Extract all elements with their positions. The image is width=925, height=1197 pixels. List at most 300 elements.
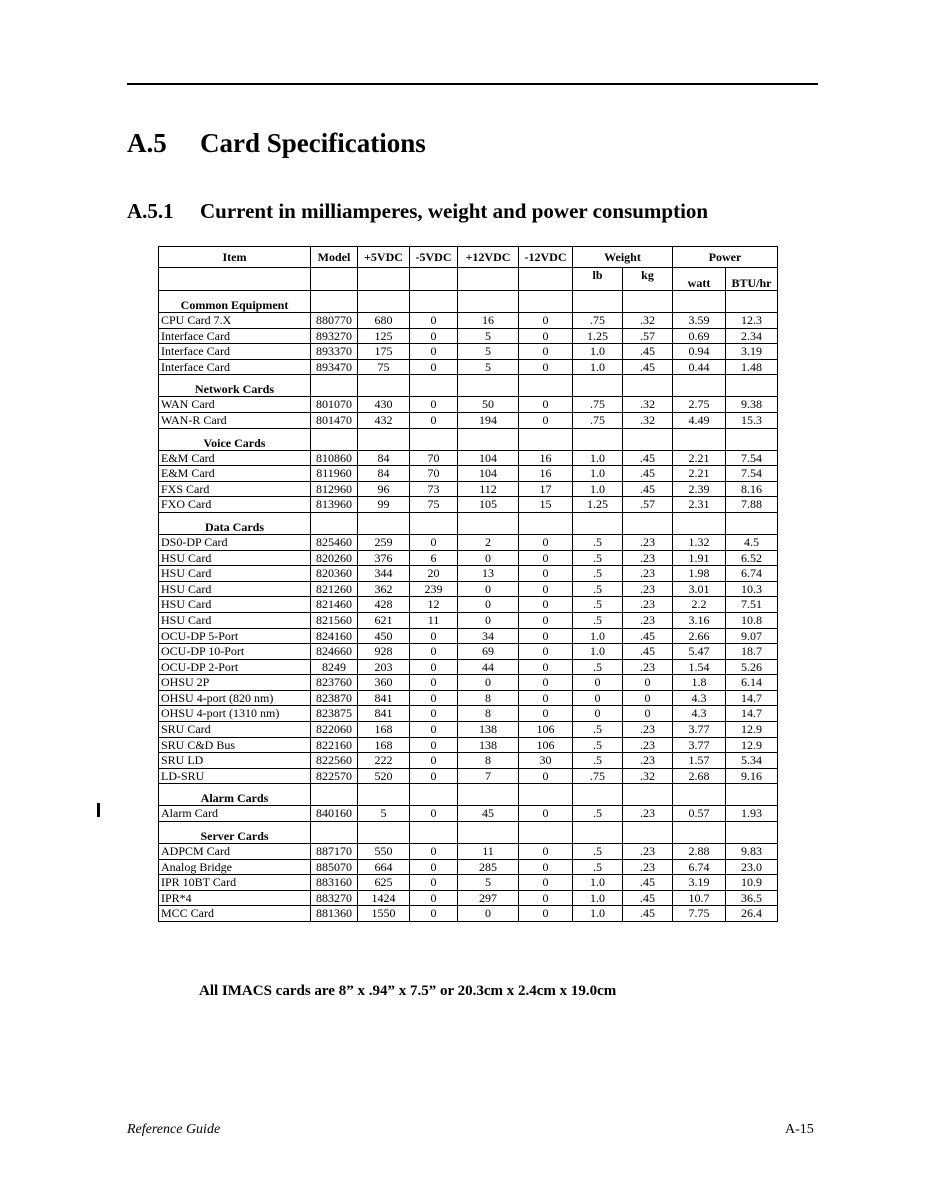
table-cell: 5 [358, 806, 410, 822]
table-cell: 0 [458, 597, 519, 613]
table-cell: 0 [410, 890, 458, 906]
table-cell: HSU Card [159, 612, 311, 628]
table-row [159, 397, 778, 413]
table-cell: 104 [458, 450, 519, 466]
table-cell: 824160 [311, 628, 358, 644]
table-cell: 84 [358, 450, 410, 466]
table-row [159, 466, 778, 482]
table-cell: .5 [573, 612, 623, 628]
table-cell: 820360 [311, 566, 358, 582]
table-cell: 7.54 [726, 466, 778, 482]
table-cell: 50 [458, 397, 519, 413]
table-cell: 0 [519, 675, 573, 691]
table-cell: 10.9 [726, 875, 778, 891]
table-row [159, 497, 778, 513]
table-row [159, 566, 778, 582]
table-cell: 0 [519, 597, 573, 613]
table-cell: 0 [519, 859, 573, 875]
section-row [159, 291, 778, 313]
table-cell: .23 [623, 581, 673, 597]
table-cell: 0 [519, 412, 573, 428]
table-cell: 823870 [311, 690, 358, 706]
table-cell: 0 [519, 768, 573, 784]
table-cell: .23 [623, 534, 673, 550]
table-cell: 664 [358, 859, 410, 875]
table-row [159, 344, 778, 360]
table-cell: 104 [458, 466, 519, 482]
table-cell: 0 [410, 659, 458, 675]
table-cell: 1.0 [573, 359, 623, 375]
col-power: Power [673, 247, 778, 268]
section-number: A.5 [127, 128, 167, 158]
table-cell: 430 [358, 397, 410, 413]
table-cell: .45 [623, 906, 673, 922]
section-label: Data Cards [159, 512, 311, 534]
table-cell: 8249 [311, 659, 358, 675]
col-plus12vdc: +12VDC [458, 247, 519, 268]
table-cell: .57 [623, 497, 673, 513]
table-cell: 928 [358, 644, 410, 660]
table-cell: OHSU 2P [159, 675, 311, 691]
table-cell: .5 [573, 597, 623, 613]
table-cell: 7.75 [673, 906, 726, 922]
table-cell: 194 [458, 412, 519, 428]
section-row [159, 822, 778, 844]
table-cell: 0 [410, 859, 458, 875]
table-row [159, 806, 778, 822]
table-cell: 0 [623, 706, 673, 722]
table-cell: 17 [519, 481, 573, 497]
table-cell: 14.7 [726, 690, 778, 706]
table-cell: DS0-DP Card [159, 534, 311, 550]
table-row [159, 706, 778, 722]
col-plus5vdc: +5VDC [358, 247, 410, 268]
header-row-2 [159, 268, 778, 291]
table-cell: 8 [458, 753, 519, 769]
table-row [159, 890, 778, 906]
table-cell: 16 [519, 450, 573, 466]
table-cell: 0 [623, 675, 673, 691]
table-cell: 1.0 [573, 481, 623, 497]
table-cell: 1.0 [573, 450, 623, 466]
table-cell: .5 [573, 859, 623, 875]
table-cell: 13 [458, 566, 519, 582]
table-cell: .23 [623, 722, 673, 738]
table-cell: .57 [623, 328, 673, 344]
table-cell: 893270 [311, 328, 358, 344]
table-cell: 5.47 [673, 644, 726, 660]
col-kg: kg [623, 268, 673, 291]
table-cell: 9.16 [726, 768, 778, 784]
table-cell: .45 [623, 344, 673, 360]
table-row [159, 875, 778, 891]
table-cell: 450 [358, 628, 410, 644]
subsection-heading [127, 199, 708, 224]
table-cell: 0 [410, 706, 458, 722]
table-row [159, 844, 778, 860]
table-cell: .23 [623, 566, 673, 582]
table-cell: 841 [358, 690, 410, 706]
section-row [159, 375, 778, 397]
table-cell: 0 [410, 628, 458, 644]
table-cell: 428 [358, 597, 410, 613]
table-cell: 883160 [311, 875, 358, 891]
dimension-note: All IMACS cards are 8” x .94” x 7.5” or 20.3cm x 2.4cm x 19.0cm [199, 983, 617, 999]
table-row [159, 722, 778, 738]
table-cell: 883270 [311, 890, 358, 906]
table-cell: 1.54 [673, 659, 726, 675]
table-cell: 34 [458, 628, 519, 644]
table-cell: 0 [410, 313, 458, 329]
table-cell: .45 [623, 875, 673, 891]
table-cell: .23 [623, 806, 673, 822]
table-cell: 825460 [311, 534, 358, 550]
table-cell: 0 [410, 328, 458, 344]
table-cell: 0 [410, 675, 458, 691]
table-cell: 1.8 [673, 675, 726, 691]
table-cell: Interface Card [159, 344, 311, 360]
table-cell: .23 [623, 659, 673, 675]
table-cell: 823875 [311, 706, 358, 722]
table-cell: 10.8 [726, 612, 778, 628]
table-cell: 44 [458, 659, 519, 675]
table-cell: 18.7 [726, 644, 778, 660]
table-cell: E&M Card [159, 466, 311, 482]
table-cell: .23 [623, 612, 673, 628]
table-cell: 0 [519, 534, 573, 550]
table-cell: 0 [519, 566, 573, 582]
table-cell: 4.49 [673, 412, 726, 428]
section-row [159, 428, 778, 450]
section-row [159, 784, 778, 806]
table-cell: 0 [410, 534, 458, 550]
section-label: Voice Cards [159, 428, 311, 450]
table-cell: 2.39 [673, 481, 726, 497]
table-cell: 0 [458, 612, 519, 628]
table-cell: HSU Card [159, 566, 311, 582]
table-row [159, 550, 778, 566]
table-cell: 2.75 [673, 397, 726, 413]
table-cell: MCC Card [159, 906, 311, 922]
table-cell: 7 [458, 768, 519, 784]
col-item: Item [159, 247, 311, 268]
table-cell: 5 [458, 344, 519, 360]
table-row [159, 597, 778, 613]
table-cell: 3.59 [673, 313, 726, 329]
table-cell: 0 [519, 890, 573, 906]
table-cell: 3.77 [673, 737, 726, 753]
table-row [159, 581, 778, 597]
table-cell: LD-SRU [159, 768, 311, 784]
table-cell: 813960 [311, 497, 358, 513]
table-cell: 10.3 [726, 581, 778, 597]
table-row [159, 859, 778, 875]
table-cell: 5 [458, 359, 519, 375]
table-cell: 11 [458, 844, 519, 860]
table-row [159, 768, 778, 784]
table-cell: 1.25 [573, 328, 623, 344]
table-cell: .23 [623, 550, 673, 566]
table-cell: 12.9 [726, 722, 778, 738]
table-cell: 811960 [311, 466, 358, 482]
table-cell: 6 [410, 550, 458, 566]
table-cell: 5 [458, 328, 519, 344]
table-cell: 0 [519, 690, 573, 706]
table-cell: 885070 [311, 859, 358, 875]
table-cell: 0 [623, 690, 673, 706]
table-cell: 2.66 [673, 628, 726, 644]
section-title: Card Specifications [200, 128, 426, 158]
table-cell: 75 [358, 359, 410, 375]
table-cell: .45 [623, 466, 673, 482]
table-cell: 0 [519, 581, 573, 597]
table-cell: .5 [573, 753, 623, 769]
section-heading [127, 128, 426, 159]
table-cell: FXS Card [159, 481, 311, 497]
table-cell: 0 [519, 875, 573, 891]
table-cell: 822570 [311, 768, 358, 784]
table-cell: 8 [458, 690, 519, 706]
table-cell: 3.16 [673, 612, 726, 628]
table-cell: 0 [410, 344, 458, 360]
table-row [159, 481, 778, 497]
table-cell: 893470 [311, 359, 358, 375]
table-cell: 621 [358, 612, 410, 628]
table-cell: .45 [623, 628, 673, 644]
table-cell: 0 [410, 412, 458, 428]
table-row [159, 313, 778, 329]
table-cell: 4.3 [673, 706, 726, 722]
table-cell: .5 [573, 806, 623, 822]
change-bar [97, 803, 100, 817]
table-row [159, 612, 778, 628]
table-cell: E&M Card [159, 450, 311, 466]
table-cell: .32 [623, 397, 673, 413]
footer-title: Reference Guide [127, 1122, 221, 1137]
table-cell: 0 [519, 612, 573, 628]
table-cell: .32 [623, 768, 673, 784]
table-cell: OHSU 4-port (820 nm) [159, 690, 311, 706]
table-cell: 73 [410, 481, 458, 497]
table-cell: 1.0 [573, 644, 623, 660]
section-label: Alarm Cards [159, 784, 311, 806]
table-cell: 812960 [311, 481, 358, 497]
table-cell: SRU C&D Bus [159, 737, 311, 753]
table-cell: 1.0 [573, 906, 623, 922]
table-cell: 0 [410, 806, 458, 822]
table-cell: 4.5 [726, 534, 778, 550]
table-cell: 0 [410, 359, 458, 375]
table-cell: OCU-DP 2-Port [159, 659, 311, 675]
table-cell: 0 [519, 313, 573, 329]
table-cell: 2.31 [673, 497, 726, 513]
table-cell: 16 [519, 466, 573, 482]
page-number: A-15 [785, 1122, 814, 1137]
table-cell: 7.51 [726, 597, 778, 613]
table-cell: 30 [519, 753, 573, 769]
table-cell: 824660 [311, 644, 358, 660]
table-cell: 0 [519, 644, 573, 660]
table-cell: 45 [458, 806, 519, 822]
table-cell: 2.88 [673, 844, 726, 860]
table-cell: 0 [519, 706, 573, 722]
table-cell: 6.74 [726, 566, 778, 582]
table-row [159, 906, 778, 922]
table-cell: HSU Card [159, 550, 311, 566]
table-cell: 520 [358, 768, 410, 784]
table-cell: .23 [623, 753, 673, 769]
section-label: Network Cards [159, 375, 311, 397]
table-cell: 4.3 [673, 690, 726, 706]
section-label: Server Cards [159, 822, 311, 844]
table-cell: 26.4 [726, 906, 778, 922]
table-cell: 1.57 [673, 753, 726, 769]
table-cell: 550 [358, 844, 410, 860]
table-cell: 285 [458, 859, 519, 875]
table-cell: 1.0 [573, 466, 623, 482]
col-minus5vdc: -5VDC [410, 247, 458, 268]
table-cell: .75 [573, 313, 623, 329]
table-cell: .45 [623, 890, 673, 906]
table-row [159, 412, 778, 428]
table-cell: 70 [410, 466, 458, 482]
table-cell: 0 [410, 722, 458, 738]
table-cell: 20 [410, 566, 458, 582]
table-cell: 3.01 [673, 581, 726, 597]
table-row [159, 628, 778, 644]
table-cell: 106 [519, 737, 573, 753]
table-cell: 2.68 [673, 768, 726, 784]
table-cell: 8.16 [726, 481, 778, 497]
table-cell: 112 [458, 481, 519, 497]
table-cell: .23 [623, 844, 673, 860]
table-cell: 810860 [311, 450, 358, 466]
table-cell: 1.32 [673, 534, 726, 550]
table-cell: 0 [410, 844, 458, 860]
table-cell: CPU Card 7.X [159, 313, 311, 329]
table-row [159, 359, 778, 375]
table-cell: 7.88 [726, 497, 778, 513]
table-cell: 0 [519, 659, 573, 675]
table-cell: .45 [623, 450, 673, 466]
table-cell: 6.74 [673, 859, 726, 875]
table-cell: 125 [358, 328, 410, 344]
table-cell: 821560 [311, 612, 358, 628]
table-cell: 680 [358, 313, 410, 329]
table-cell: OCU-DP 5-Port [159, 628, 311, 644]
table-cell: 222 [358, 753, 410, 769]
table-row [159, 737, 778, 753]
table-cell: 23.0 [726, 859, 778, 875]
table-cell: .32 [623, 313, 673, 329]
table-cell: 12.3 [726, 313, 778, 329]
table-cell: 1424 [358, 890, 410, 906]
table-cell: 203 [358, 659, 410, 675]
table-cell: 0 [519, 906, 573, 922]
table-cell: 239 [410, 581, 458, 597]
table-cell: 69 [458, 644, 519, 660]
table-cell: 175 [358, 344, 410, 360]
table-cell: FXO Card [159, 497, 311, 513]
table-cell: 12.9 [726, 737, 778, 753]
table-cell: 360 [358, 675, 410, 691]
table-row [159, 328, 778, 344]
table-cell: 823760 [311, 675, 358, 691]
table-cell: 3.77 [673, 722, 726, 738]
table-cell: 96 [358, 481, 410, 497]
table-cell: .75 [573, 412, 623, 428]
table-cell: 893370 [311, 344, 358, 360]
table-cell: SRU LD [159, 753, 311, 769]
table-cell: 10.7 [673, 890, 726, 906]
table-cell: .23 [623, 737, 673, 753]
table-cell: 259 [358, 534, 410, 550]
table-cell: 11 [410, 612, 458, 628]
table-cell: 0 [458, 550, 519, 566]
table-body [159, 291, 778, 922]
table-cell: 0 [519, 628, 573, 644]
table-cell: 0 [458, 581, 519, 597]
table-cell: HSU Card [159, 597, 311, 613]
table-cell: .75 [573, 768, 623, 784]
table-cell: 0 [410, 753, 458, 769]
table-cell: 0 [519, 397, 573, 413]
table-cell: .23 [623, 597, 673, 613]
table-cell: 821460 [311, 597, 358, 613]
table-cell: HSU Card [159, 581, 311, 597]
header-row-1 [159, 247, 778, 268]
subsection-number: A.5.1 [127, 199, 174, 223]
table-cell: 0.69 [673, 328, 726, 344]
table-cell: 1.98 [673, 566, 726, 582]
table-cell: 362 [358, 581, 410, 597]
table-cell: 0 [573, 706, 623, 722]
table-cell: 3.19 [673, 875, 726, 891]
table-row [159, 534, 778, 550]
table-cell: 822560 [311, 753, 358, 769]
table-cell: 0 [573, 675, 623, 691]
col-btu: BTU/hr [726, 268, 778, 291]
table-cell: 801470 [311, 412, 358, 428]
col-minus12vdc: -12VDC [519, 247, 573, 268]
table-cell: 1.91 [673, 550, 726, 566]
table-cell: .45 [623, 359, 673, 375]
table-cell: OCU-DP 10-Port [159, 644, 311, 660]
table-cell: 1.0 [573, 890, 623, 906]
table-row [159, 659, 778, 675]
table-cell: 36.5 [726, 890, 778, 906]
table-cell: WAN-R Card [159, 412, 311, 428]
table-cell: 9.07 [726, 628, 778, 644]
table-row [159, 753, 778, 769]
table-cell: 0 [458, 675, 519, 691]
table-cell: .32 [623, 412, 673, 428]
table-cell: .45 [623, 644, 673, 660]
table-cell: 84 [358, 466, 410, 482]
table-cell: 106 [519, 722, 573, 738]
table-cell: IPR 10BT Card [159, 875, 311, 891]
table-cell: 821260 [311, 581, 358, 597]
table-cell: .5 [573, 550, 623, 566]
table-cell: 138 [458, 737, 519, 753]
table-cell: 75 [410, 497, 458, 513]
table-cell: .75 [573, 397, 623, 413]
table-cell: 70 [410, 450, 458, 466]
table-cell: 14.7 [726, 706, 778, 722]
table-cell: 0 [410, 737, 458, 753]
table-cell: 1.0 [573, 628, 623, 644]
table-cell: 5.34 [726, 753, 778, 769]
